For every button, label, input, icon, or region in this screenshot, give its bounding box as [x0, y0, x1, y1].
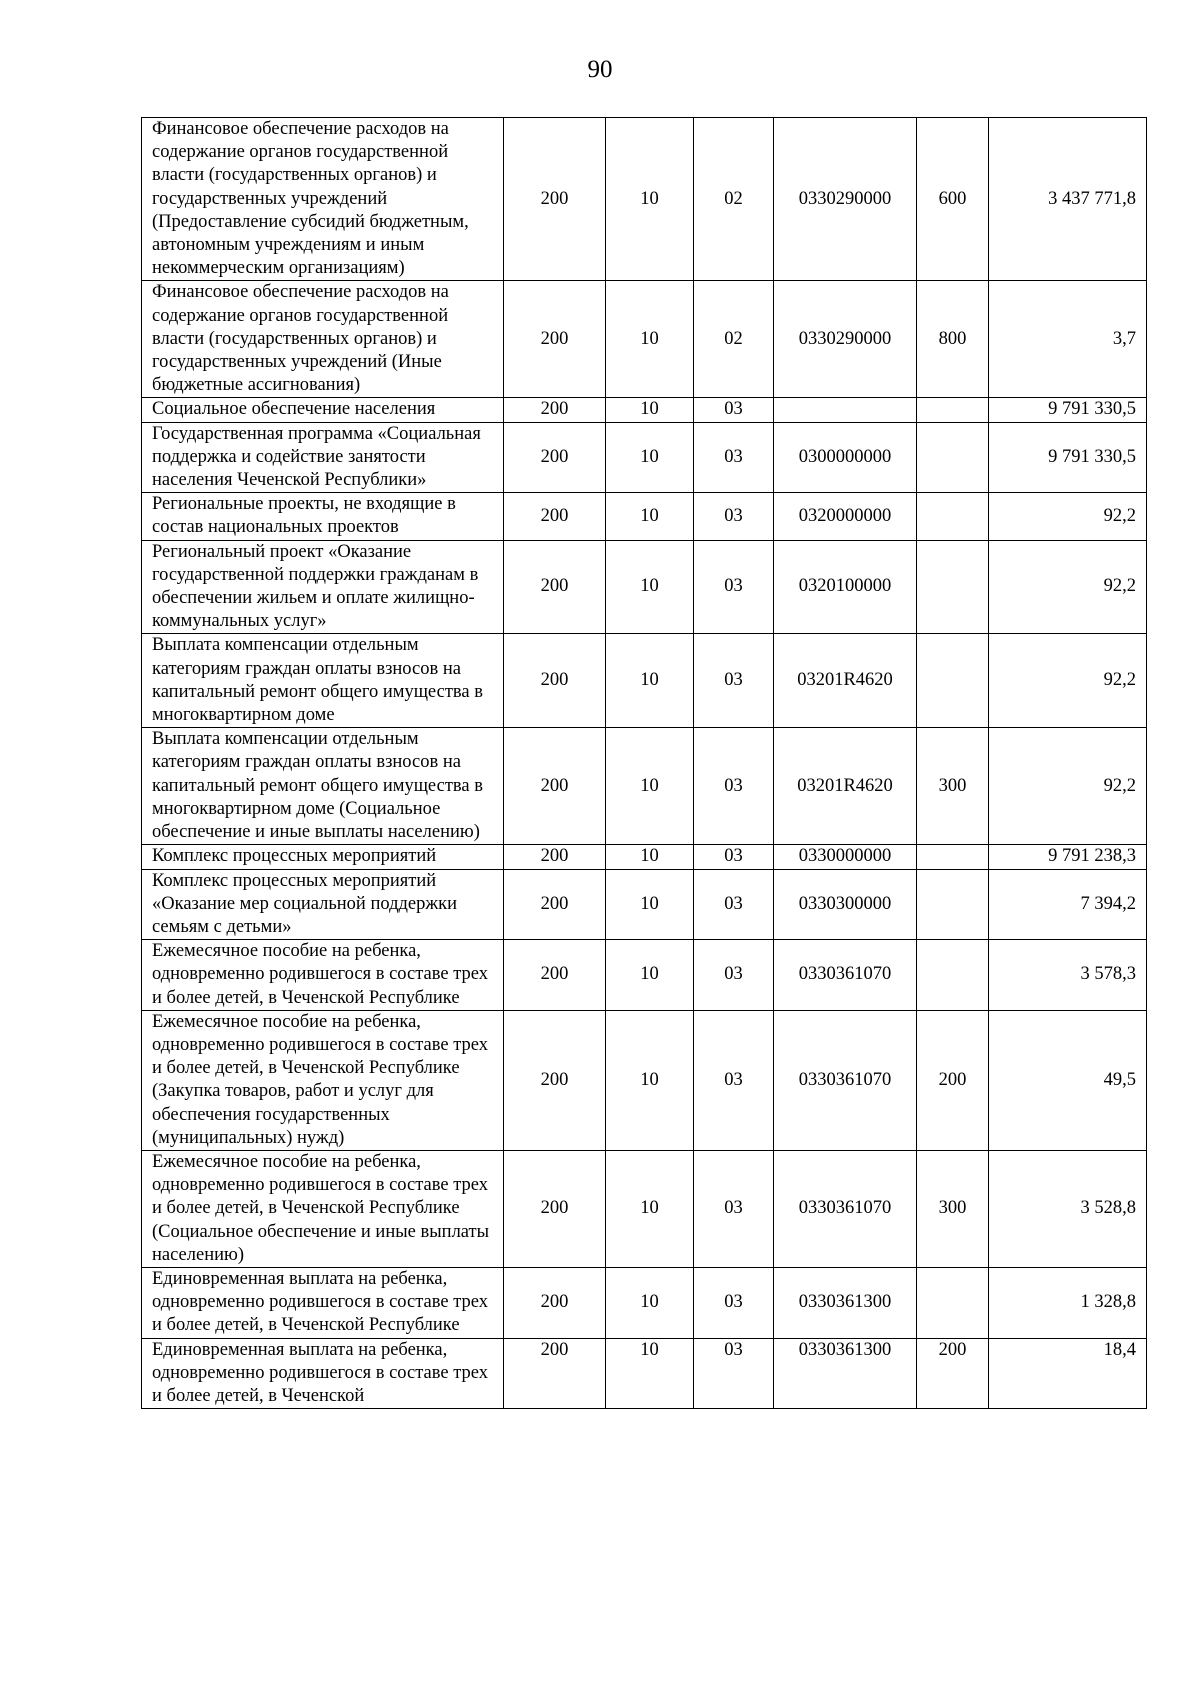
row-sum: 92,2 [989, 634, 1147, 728]
row-pr: 03 [694, 422, 774, 493]
row-sum: 7 394,2 [989, 869, 1147, 940]
row-sum: 9 791 330,5 [989, 422, 1147, 493]
row-sum: 9 791 330,5 [989, 398, 1147, 422]
row-ved: 200 [504, 281, 606, 398]
row-csr: 0330361070 [774, 940, 917, 1011]
row-csr: 0330290000 [774, 118, 917, 281]
row-csr: 0330361070 [774, 1150, 917, 1267]
row-rz: 10 [606, 1010, 694, 1150]
row-csr: 0330361300 [774, 1338, 917, 1409]
row-pr: 02 [694, 118, 774, 281]
row-sum: 9 791 238,3 [989, 845, 1147, 869]
table-row [142, 869, 1147, 940]
row-vr [917, 940, 989, 1011]
row-pr: 03 [694, 1338, 774, 1409]
table-row [142, 634, 1147, 728]
table-row [142, 1338, 1147, 1409]
row-name: Единовременная выплата на ребенка, одновременно родившегося в составе трех и более детей, в Чеченской [142, 1338, 504, 1409]
row-vr [917, 540, 989, 634]
row-csr: 03201R4620 [774, 634, 917, 728]
row-ved: 200 [504, 1338, 606, 1409]
row-name: Финансовое обеспечение расходов на содержание органов государственной власти (государственных органов) и государственных учреждений (Предоставление субсидий бюджетным, автономным учреждениям и иным некоммерческим организациям) [142, 118, 504, 281]
row-ved: 200 [504, 118, 606, 281]
row-ved: 200 [504, 422, 606, 493]
row-sum: 3 578,3 [989, 940, 1147, 1011]
table-row [142, 1150, 1147, 1267]
row-rz: 10 [606, 940, 694, 1011]
row-name: Региональные проекты, не входящие в состав национальных проектов [142, 493, 504, 540]
row-pr: 03 [694, 398, 774, 422]
row-ved: 200 [504, 940, 606, 1011]
row-name: Ежемесячное пособие на ребенка, одновременно родившегося в составе трех и более детей, в Чеченской Республике (Закупка товаров, работ и услуг для обеспечения государственных (муниципальных) нужд) [142, 1010, 504, 1150]
row-pr: 03 [694, 634, 774, 728]
row-vr [917, 845, 989, 869]
row-rz: 10 [606, 118, 694, 281]
table-row [142, 281, 1147, 398]
row-vr: 600 [917, 118, 989, 281]
row-vr [917, 634, 989, 728]
page-number: 90 [587, 56, 613, 83]
row-rz: 10 [606, 493, 694, 540]
row-sum: 92,2 [989, 493, 1147, 540]
row-pr: 03 [694, 728, 774, 845]
row-rz: 10 [606, 728, 694, 845]
row-vr [917, 869, 989, 940]
row-rz: 10 [606, 1150, 694, 1267]
row-ved: 200 [504, 540, 606, 634]
table-row [142, 540, 1147, 634]
row-vr: 300 [917, 728, 989, 845]
row-ved: 200 [504, 869, 606, 940]
row-sum: 92,2 [989, 728, 1147, 845]
row-sum: 3,7 [989, 281, 1147, 398]
row-vr: 200 [917, 1338, 989, 1409]
row-name: Ежемесячное пособие на ребенка, одновременно родившегося в составе трех и более детей, в Чеченской Республике (Социальное обеспечение и иные выплаты населению) [142, 1150, 504, 1267]
row-vr [917, 398, 989, 422]
row-vr [917, 1267, 989, 1338]
row-rz: 10 [606, 634, 694, 728]
row-ved: 200 [504, 493, 606, 540]
row-pr: 03 [694, 940, 774, 1011]
row-csr: 03201R4620 [774, 728, 917, 845]
row-vr [917, 422, 989, 493]
row-pr: 03 [694, 1150, 774, 1267]
row-name: Комплекс процессных мероприятий «Оказание мер социальной поддержки семьям с детьми» [142, 869, 504, 940]
row-name: Ежемесячное пособие на ребенка, одновременно родившегося в составе трех и более детей, в Чеченской Республике [142, 940, 504, 1011]
row-sum: 18,4 [989, 1338, 1147, 1409]
table-row [142, 845, 1147, 869]
row-ved: 200 [504, 1010, 606, 1150]
row-sum: 1 328,8 [989, 1267, 1147, 1338]
row-rz: 10 [606, 281, 694, 398]
row-name: Финансовое обеспечение расходов на содержание органов государственной власти (государственных органов) и государственных учреждений (Иные бюджетные ассигнования) [142, 281, 504, 398]
row-name: Выплата компенсации отдельным категориям граждан оплаты взносов на капитальный ремонт общего имущества в многоквартирном доме (Социальное обеспечение и иные выплаты населению) [142, 728, 504, 845]
row-name: Выплата компенсации отдельным категориям граждан оплаты взносов на капитальный ремонт общего имущества в многоквартирном доме [142, 634, 504, 728]
row-rz: 10 [606, 1267, 694, 1338]
row-ved: 200 [504, 634, 606, 728]
row-csr: 0330290000 [774, 281, 917, 398]
row-ved: 200 [504, 845, 606, 869]
row-pr: 03 [694, 493, 774, 540]
table-row [142, 422, 1147, 493]
table-row [142, 728, 1147, 845]
budget-table-body [142, 118, 1147, 1409]
row-rz: 10 [606, 398, 694, 422]
row-ved: 200 [504, 1150, 606, 1267]
row-vr: 200 [917, 1010, 989, 1150]
row-sum: 92,2 [989, 540, 1147, 634]
row-pr: 03 [694, 1267, 774, 1338]
table-row [142, 493, 1147, 540]
row-rz: 10 [606, 422, 694, 493]
row-vr: 300 [917, 1150, 989, 1267]
budget-table [141, 117, 1147, 1409]
row-name: Государственная программа «Социальная поддержка и содействие занятости населения Чеченской Республики» [142, 422, 504, 493]
table-row [142, 940, 1147, 1011]
row-rz: 10 [606, 869, 694, 940]
row-rz: 10 [606, 845, 694, 869]
row-name: Комплекс процессных мероприятий [142, 845, 504, 869]
row-ved: 200 [504, 398, 606, 422]
row-name: Региональный проект «Оказание государственной поддержки гражданам в обеспечении жильем и оплате жилищно-коммунальных услуг» [142, 540, 504, 634]
table-row [142, 118, 1147, 281]
row-sum: 3 437 771,8 [989, 118, 1147, 281]
row-name: Единовременная выплата на ребенка, одновременно родившегося в составе трех и более детей, в Чеченской Республике [142, 1267, 504, 1338]
row-pr: 03 [694, 1010, 774, 1150]
row-csr [774, 398, 917, 422]
row-csr: 0300000000 [774, 422, 917, 493]
row-csr: 0330361070 [774, 1010, 917, 1150]
row-csr: 0320100000 [774, 540, 917, 634]
row-sum: 49,5 [989, 1010, 1147, 1150]
row-pr: 03 [694, 845, 774, 869]
row-csr: 0320000000 [774, 493, 917, 540]
row-ved: 200 [504, 1267, 606, 1338]
row-pr: 02 [694, 281, 774, 398]
row-name: Социальное обеспечение населения [142, 398, 504, 422]
row-vr [917, 493, 989, 540]
row-csr: 0330361300 [774, 1267, 917, 1338]
row-vr: 800 [917, 281, 989, 398]
row-sum: 3 528,8 [989, 1150, 1147, 1267]
table-row [142, 1267, 1147, 1338]
row-csr: 0330000000 [774, 845, 917, 869]
row-rz: 10 [606, 540, 694, 634]
row-pr: 03 [694, 869, 774, 940]
row-pr: 03 [694, 540, 774, 634]
row-csr: 0330300000 [774, 869, 917, 940]
table-row [142, 1010, 1147, 1150]
table-row [142, 398, 1147, 422]
row-ved: 200 [504, 728, 606, 845]
row-rz: 10 [606, 1338, 694, 1409]
